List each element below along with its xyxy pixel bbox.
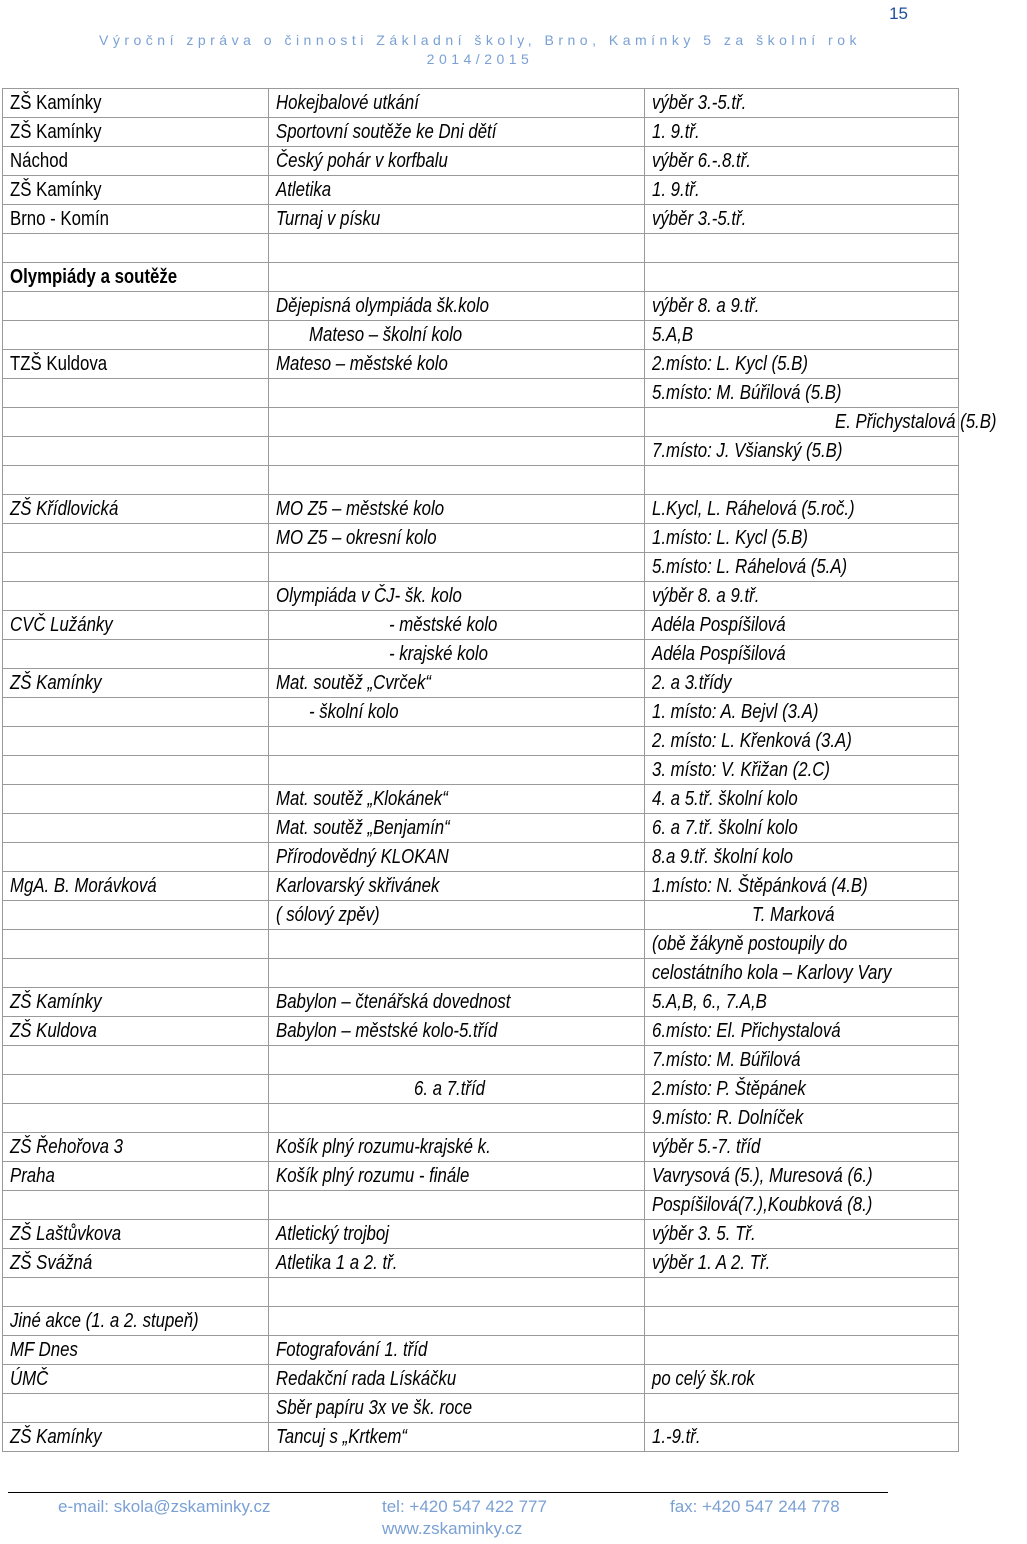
cell-result bbox=[645, 1336, 959, 1365]
table-row bbox=[3, 234, 959, 263]
cell-result bbox=[645, 901, 959, 930]
cell-event bbox=[269, 785, 645, 814]
cell-text: Atletika 1 a 2. tř. bbox=[276, 1252, 398, 1274]
cell-organizer bbox=[3, 611, 269, 640]
cell-result bbox=[645, 1133, 959, 1162]
cell-organizer bbox=[3, 1423, 269, 1452]
cell-event bbox=[269, 89, 645, 118]
cell-text: Hokejbalové utkání bbox=[276, 92, 419, 114]
cell-text: ZŠ Kamínky bbox=[10, 121, 102, 143]
cell-result bbox=[645, 1162, 959, 1191]
table-row bbox=[3, 524, 959, 553]
cell-text: Olympiáda v ČJ- šk. kolo bbox=[276, 585, 462, 607]
cell-text: - městské kolo bbox=[389, 614, 498, 636]
table-row bbox=[3, 1423, 959, 1452]
cell-event bbox=[269, 466, 645, 495]
cell-result bbox=[645, 437, 959, 466]
header-title: Výroční zpráva o činnosti Základní školy, Brno, Kamínky 5 za školní rok bbox=[99, 32, 861, 48]
cell-event bbox=[269, 959, 645, 988]
cell-text: ZŠ Laštůvkova bbox=[10, 1223, 122, 1245]
cell-result bbox=[645, 234, 959, 263]
cell-text: MgA. B. Morávková bbox=[10, 875, 157, 897]
cell-text: Karlovarský skřivánek bbox=[276, 875, 440, 897]
table-row bbox=[3, 901, 959, 930]
cell-text: Mat. soutěž „Benjamín“ bbox=[276, 817, 450, 839]
cell-result bbox=[645, 1017, 959, 1046]
cell-result bbox=[645, 930, 959, 959]
cell-event bbox=[269, 872, 645, 901]
cell-organizer bbox=[3, 785, 269, 814]
footer-fax: fax: +420 547 244 778 bbox=[670, 1497, 840, 1516]
cell-text: Mat. soutěž „Cvrček“ bbox=[276, 672, 431, 694]
cell-organizer bbox=[3, 814, 269, 843]
table-row bbox=[3, 1191, 959, 1220]
cell-text: 6. a 7.tříd bbox=[414, 1078, 486, 1100]
table-row bbox=[3, 1075, 959, 1104]
cell-organizer bbox=[3, 466, 269, 495]
cell-organizer bbox=[3, 118, 269, 147]
cell-result bbox=[645, 1104, 959, 1133]
cell-text: ZŠ Křídlovická bbox=[10, 498, 119, 520]
footer-web[interactable]: www.zskaminky.cz bbox=[382, 1519, 523, 1538]
table-row bbox=[3, 872, 959, 901]
cell-result bbox=[645, 1394, 959, 1423]
cell-event bbox=[269, 205, 645, 234]
cell-text: Sběr papíru 3x ve šk. roce bbox=[276, 1397, 473, 1419]
cell-text: Jiné akce (1. a 2. stupeň) bbox=[10, 1310, 199, 1332]
cell-text: výběr 3.-5.tř. bbox=[652, 92, 747, 114]
cell-organizer bbox=[3, 524, 269, 553]
cell-event bbox=[269, 669, 645, 698]
cell-organizer bbox=[3, 640, 269, 669]
cell-organizer bbox=[3, 1365, 269, 1394]
table-row bbox=[3, 495, 959, 524]
cell-result bbox=[645, 176, 959, 205]
cell-event bbox=[269, 1394, 645, 1423]
cell-event bbox=[269, 1336, 645, 1365]
table-row bbox=[3, 1162, 959, 1191]
cell-text: ÚMČ bbox=[10, 1368, 49, 1390]
cell-organizer bbox=[3, 872, 269, 901]
cell-event bbox=[269, 930, 645, 959]
cell-text: L.Kycl, L. Ráhelová (5.roč.) bbox=[652, 498, 855, 520]
cell-organizer bbox=[3, 1133, 269, 1162]
cell-event bbox=[269, 843, 645, 872]
table-row bbox=[3, 1046, 959, 1075]
table-row bbox=[3, 843, 959, 872]
cell-text: 2.místo: P. Štěpánek bbox=[652, 1078, 806, 1100]
cell-result bbox=[645, 669, 959, 698]
cell-result bbox=[645, 292, 959, 321]
table-row bbox=[3, 292, 959, 321]
cell-text: Babylon – městské kolo-5.tříd bbox=[276, 1020, 498, 1042]
cell-organizer bbox=[3, 1278, 269, 1307]
cell-text: ZŠ Kamínky bbox=[10, 92, 102, 114]
cell-text: Brno - Komín bbox=[10, 208, 109, 230]
cell-event bbox=[269, 1423, 645, 1452]
cell-text: Mat. soutěž „Klokánek“ bbox=[276, 788, 448, 810]
cell-text: ZŠ Kamínky bbox=[10, 179, 102, 201]
cell-text: Fotografování 1. tříd bbox=[276, 1339, 428, 1361]
cell-event bbox=[269, 814, 645, 843]
cell-organizer bbox=[3, 350, 269, 379]
cell-result bbox=[645, 698, 959, 727]
table-row bbox=[3, 582, 959, 611]
cell-text: 2.místo: L. Kycl (5.B) bbox=[652, 353, 808, 375]
table-row bbox=[3, 1104, 959, 1133]
cell-event bbox=[269, 1046, 645, 1075]
cell-result bbox=[645, 640, 959, 669]
table-row bbox=[3, 785, 959, 814]
cell-text: 5.místo: M. Búřilová (5.B) bbox=[652, 382, 842, 404]
cell-result bbox=[645, 1278, 959, 1307]
cell-event bbox=[269, 756, 645, 785]
cell-event bbox=[269, 379, 645, 408]
cell-text: 1. 9.tř. bbox=[652, 121, 700, 143]
table-row bbox=[3, 321, 959, 350]
cell-event bbox=[269, 292, 645, 321]
table-row bbox=[3, 379, 959, 408]
cell-organizer bbox=[3, 669, 269, 698]
cell-result bbox=[645, 350, 959, 379]
cell-text: Turnaj v písku bbox=[276, 208, 381, 230]
cell-result bbox=[645, 495, 959, 524]
activities-table bbox=[2, 88, 997, 1452]
cell-result bbox=[645, 379, 959, 408]
cell-result bbox=[645, 785, 959, 814]
table-row bbox=[3, 437, 959, 466]
cell-event bbox=[269, 408, 645, 437]
cell-text: TZŠ Kuldova bbox=[10, 353, 108, 375]
footer-email bbox=[58, 1497, 271, 1517]
cell-text: výběr 8. a 9.tř. bbox=[652, 295, 760, 317]
cell-organizer bbox=[3, 727, 269, 756]
cell-text: ZŠ Kamínky bbox=[10, 672, 102, 694]
cell-organizer bbox=[3, 147, 269, 176]
cell-event bbox=[269, 1162, 645, 1191]
cell-result bbox=[645, 1220, 959, 1249]
cell-text: MO Z5 – okresní kolo bbox=[276, 527, 437, 549]
table-row bbox=[3, 1249, 959, 1278]
cell-result bbox=[645, 582, 959, 611]
cell-result bbox=[645, 1075, 959, 1104]
cell-text: T. Marková bbox=[752, 904, 835, 926]
cell-text: MF Dnes bbox=[10, 1339, 78, 1361]
cell-organizer bbox=[3, 1075, 269, 1104]
table-row bbox=[3, 930, 959, 959]
cell-text: ZŠ Kamínky bbox=[10, 991, 102, 1013]
cell-organizer bbox=[3, 959, 269, 988]
cell-text: Atletický trojboj bbox=[276, 1223, 389, 1245]
cell-event bbox=[269, 1075, 645, 1104]
cell-text: Adéla Pospíšilová bbox=[652, 643, 786, 665]
cell-text: Košík plný rozumu - finále bbox=[276, 1165, 470, 1187]
cell-organizer bbox=[3, 495, 269, 524]
cell-text: ZŠ Řehořova 3 bbox=[10, 1136, 123, 1158]
cell-text: 5.A,B, 6., 7.A,B bbox=[652, 991, 767, 1013]
cell-result bbox=[645, 872, 959, 901]
footer-email-label: e-mail: bbox=[58, 1497, 114, 1516]
footer-tel: tel: +420 547 422 777 bbox=[382, 1497, 547, 1516]
cell-organizer bbox=[3, 988, 269, 1017]
table-row bbox=[3, 89, 959, 118]
cell-result bbox=[645, 756, 959, 785]
cell-text: Dějepisná olympiáda šk.kolo bbox=[276, 295, 489, 317]
cell-organizer bbox=[3, 1017, 269, 1046]
cell-event bbox=[269, 901, 645, 930]
cell-text: Praha bbox=[10, 1165, 55, 1187]
table-row bbox=[3, 959, 959, 988]
cell-text: 7.místo: J. Všianský (5.B) bbox=[652, 440, 843, 462]
cell-text: 1.místo: N. Štěpánková (4.B) bbox=[652, 875, 868, 897]
cell-text: Mateso – školní kolo bbox=[309, 324, 463, 346]
cell-text: výběr 1. A 2. Tř. bbox=[652, 1252, 771, 1274]
cell-organizer bbox=[3, 930, 269, 959]
cell-text: 1.-9.tř. bbox=[652, 1426, 701, 1448]
cell-text: výběr 6.-.8.tř. bbox=[652, 150, 751, 172]
cell-text: 1. místo: A. Bejvl (3.A) bbox=[652, 701, 819, 723]
cell-text: CVČ Lužánky bbox=[10, 614, 113, 636]
cell-event bbox=[269, 553, 645, 582]
cell-text: 4. a 5.tř. školní kolo bbox=[652, 788, 798, 810]
cell-text: po celý šk.rok bbox=[652, 1368, 755, 1390]
cell-event bbox=[269, 437, 645, 466]
cell-result bbox=[645, 988, 959, 1017]
cell-result bbox=[645, 843, 959, 872]
cell-event bbox=[269, 234, 645, 263]
cell-text: - krajské kolo bbox=[389, 643, 488, 665]
cell-result bbox=[645, 959, 959, 988]
cell-event bbox=[269, 698, 645, 727]
cell-result bbox=[645, 1249, 959, 1278]
cell-result bbox=[645, 814, 959, 843]
table-row bbox=[3, 176, 959, 205]
table-row bbox=[3, 118, 959, 147]
cell-text: 1.místo: L. Kycl (5.B) bbox=[652, 527, 808, 549]
cell-text: 6.místo: El. Přichystalová bbox=[652, 1020, 841, 1042]
cell-result bbox=[645, 408, 997, 437]
cell-organizer bbox=[3, 843, 269, 872]
table-row bbox=[3, 698, 959, 727]
table-row bbox=[3, 1365, 959, 1394]
cell-result bbox=[645, 727, 959, 756]
cell-organizer bbox=[3, 553, 269, 582]
cell-event bbox=[269, 727, 645, 756]
cell-organizer bbox=[3, 1336, 269, 1365]
cell-event bbox=[269, 1017, 645, 1046]
cell-result bbox=[645, 89, 959, 118]
cell-text: Náchod bbox=[10, 150, 68, 172]
cell-text: 5.A,B bbox=[652, 324, 694, 346]
cell-result bbox=[645, 118, 959, 147]
cell-event bbox=[269, 321, 645, 350]
table-row bbox=[3, 727, 959, 756]
cell-result bbox=[645, 553, 959, 582]
cell-result bbox=[645, 1365, 959, 1394]
cell-event bbox=[269, 147, 645, 176]
cell-event bbox=[269, 1133, 645, 1162]
table-row bbox=[3, 1278, 959, 1307]
cell-organizer bbox=[3, 1394, 269, 1423]
cell-result bbox=[645, 321, 959, 350]
cell-organizer bbox=[3, 176, 269, 205]
cell-organizer bbox=[3, 1307, 269, 1336]
table-row bbox=[3, 756, 959, 785]
cell-result bbox=[645, 611, 959, 640]
cell-organizer bbox=[3, 408, 269, 437]
cell-text: 1. 9.tř. bbox=[652, 179, 700, 201]
cell-organizer bbox=[3, 205, 269, 234]
cell-organizer bbox=[3, 379, 269, 408]
cell-event bbox=[269, 640, 645, 669]
cell-organizer bbox=[3, 89, 269, 118]
cell-text: Přírodovědný KLOKAN bbox=[276, 846, 449, 868]
table-row bbox=[3, 147, 959, 176]
cell-result bbox=[645, 1307, 959, 1336]
cell-text: celostátního kola – Karlovy Vary bbox=[652, 962, 892, 984]
cell-organizer bbox=[3, 263, 269, 292]
cell-text: Tancuj s „Krtkem“ bbox=[276, 1426, 408, 1448]
cell-text: 2. místo: L. Křenková (3.A) bbox=[652, 730, 852, 752]
table-row bbox=[3, 466, 959, 495]
footer-email-link[interactable]: skola@zskaminky.cz bbox=[113, 1497, 271, 1516]
cell-text: 9.místo: R. Dolníček bbox=[652, 1107, 804, 1129]
cell-text: Pospíšilová(7.),Koubková (8.) bbox=[652, 1194, 873, 1216]
cell-text: ZŠ Svážná bbox=[10, 1252, 93, 1274]
cell-event bbox=[269, 118, 645, 147]
cell-result bbox=[645, 466, 959, 495]
cell-text: - školní kolo bbox=[309, 701, 399, 723]
cell-result bbox=[645, 1046, 959, 1075]
cell-text: Košík plný rozumu-krajské k. bbox=[276, 1136, 491, 1158]
table-row bbox=[3, 1220, 959, 1249]
footer-divider bbox=[8, 1492, 888, 1493]
table-row bbox=[3, 553, 959, 582]
cell-text: Vavrysová (5.), Muresová (6.) bbox=[652, 1165, 873, 1187]
table-row bbox=[3, 814, 959, 843]
cell-text: výběr 3. 5. Tř. bbox=[652, 1223, 756, 1245]
table-row bbox=[3, 1133, 959, 1162]
cell-organizer bbox=[3, 1220, 269, 1249]
cell-organizer bbox=[3, 698, 269, 727]
cell-result bbox=[645, 1191, 959, 1220]
activities-table-body bbox=[3, 89, 997, 1452]
cell-text: Český pohár v korfbalu bbox=[276, 150, 448, 172]
cell-event bbox=[269, 582, 645, 611]
cell-text: Adéla Pospíšilová bbox=[652, 614, 786, 636]
cell-text: výběr 5.-7. tříd bbox=[652, 1136, 761, 1158]
table-row bbox=[3, 1307, 959, 1336]
table-row bbox=[3, 205, 959, 234]
cell-result bbox=[645, 147, 959, 176]
cell-text: Olympiády a soutěže bbox=[10, 266, 178, 288]
cell-text: E. Přichystalová (5.B) bbox=[835, 411, 997, 433]
cell-text: 5.místo: L. Ráhelová (5.A) bbox=[652, 556, 848, 578]
cell-organizer bbox=[3, 437, 269, 466]
cell-event bbox=[269, 1307, 645, 1336]
cell-event bbox=[269, 1365, 645, 1394]
cell-text: ( sólový zpěv) bbox=[276, 904, 380, 926]
cell-organizer bbox=[3, 1249, 269, 1278]
cell-event bbox=[269, 495, 645, 524]
cell-text: Redakční rada Lískáčku bbox=[276, 1368, 457, 1390]
table-row bbox=[3, 1394, 959, 1423]
table-row bbox=[3, 988, 959, 1017]
cell-event bbox=[269, 1104, 645, 1133]
cell-text: ZŠ Kuldova bbox=[10, 1020, 97, 1042]
cell-organizer bbox=[3, 321, 269, 350]
cell-event bbox=[269, 988, 645, 1017]
cell-text: Atletika bbox=[276, 179, 332, 201]
cell-text: (obě žákyně postoupily do bbox=[652, 933, 848, 955]
cell-organizer bbox=[3, 1162, 269, 1191]
cell-text: Sportovní soutěže ke Dni dětí bbox=[276, 121, 497, 143]
cell-organizer bbox=[3, 901, 269, 930]
cell-organizer bbox=[3, 292, 269, 321]
header-school-year: 2014/2015 bbox=[426, 51, 534, 67]
cell-result bbox=[645, 524, 959, 553]
cell-organizer bbox=[3, 1046, 269, 1075]
table-row bbox=[3, 350, 959, 379]
cell-event bbox=[269, 1191, 645, 1220]
cell-event bbox=[269, 176, 645, 205]
cell-text: ZŠ Kamínky bbox=[10, 1426, 102, 1448]
cell-text: MO Z5 – městské kolo bbox=[276, 498, 445, 520]
cell-organizer bbox=[3, 1191, 269, 1220]
table-row bbox=[3, 1336, 959, 1365]
cell-text: 2. a 3.třídy bbox=[652, 672, 732, 694]
table-row bbox=[3, 263, 959, 292]
cell-event bbox=[269, 350, 645, 379]
cell-event bbox=[269, 524, 645, 553]
cell-result bbox=[645, 205, 959, 234]
cell-organizer bbox=[3, 756, 269, 785]
cell-event bbox=[269, 1220, 645, 1249]
cell-event bbox=[269, 1249, 645, 1278]
cell-text: výběr 8. a 9.tř. bbox=[652, 585, 760, 607]
cell-text: 7.místo: M. Búřilová bbox=[652, 1049, 801, 1071]
table-row bbox=[3, 1017, 959, 1046]
cell-text: 3. místo: V. Křižan (2.C) bbox=[652, 759, 831, 781]
table-row bbox=[3, 640, 959, 669]
cell-text: 6. a 7.tř. školní kolo bbox=[652, 817, 798, 839]
table-row bbox=[3, 611, 959, 640]
cell-result bbox=[645, 1423, 959, 1452]
table-row bbox=[3, 669, 959, 698]
cell-event bbox=[269, 611, 645, 640]
cell-text: 8.a 9.tř. školní kolo bbox=[652, 846, 794, 868]
cell-text: Mateso – městské kolo bbox=[276, 353, 448, 375]
cell-result bbox=[645, 263, 959, 292]
cell-organizer bbox=[3, 234, 269, 263]
cell-text: Babylon – čtenářská dovednost bbox=[276, 991, 511, 1013]
cell-event bbox=[269, 263, 645, 292]
cell-organizer bbox=[3, 582, 269, 611]
cell-event bbox=[269, 1278, 645, 1307]
cell-text: výběr 3.-5.tř. bbox=[652, 208, 747, 230]
cell-organizer bbox=[3, 1104, 269, 1133]
table-row bbox=[3, 408, 959, 437]
page-number: 15 bbox=[889, 4, 908, 23]
